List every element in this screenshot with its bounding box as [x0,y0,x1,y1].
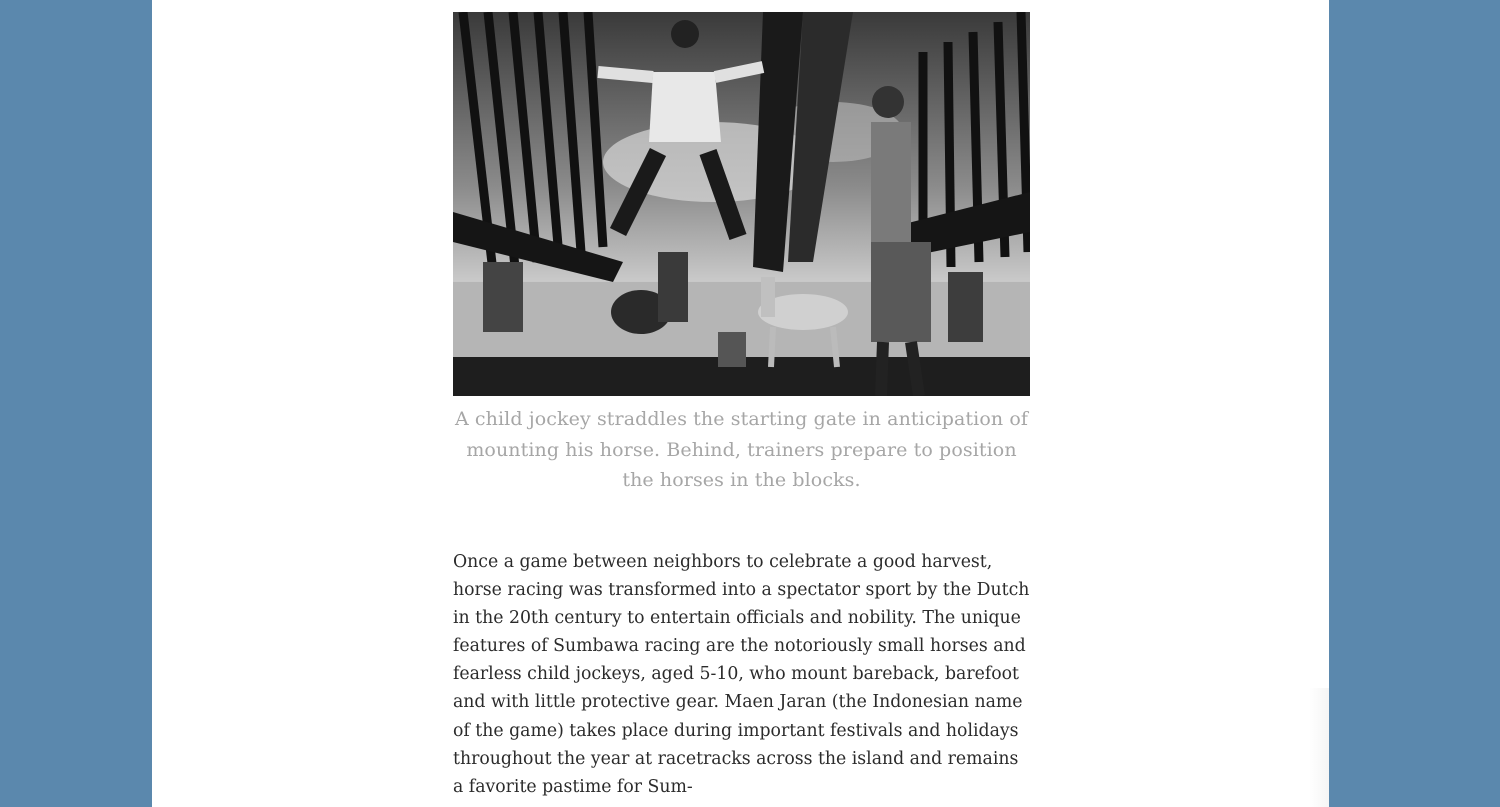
article-page [152,0,1329,807]
photo-caption: A child jockey straddles the starting gate in anticipation of mounting his horse. Behind, trainers prepare to position the horses in the blocks. [454,408,1029,491]
photo-figure [453,12,1030,496]
article-photo [453,12,1030,396]
photo-icon [453,12,1030,396]
body-paragraph: Once a game between neighbors to celebrate a good harvest, horse racing was transformed into a spectator sport by the Dutch in the 20th century to entertain officials and nobility. The unique features of Sumbawa racing are the notoriously small horses and fearless child jockeys, aged 5-10, who mount bareback, barefoot and with little protective gear. Maen Jaran (the Indonesian name of the game) takes place during important festivals and holidays throughout the year at racetracks across the island and remains a favorite pastime for Sum- [453,552,1030,797]
article-body [453,548,1031,801]
page-edge-shadow [1309,688,1329,807]
